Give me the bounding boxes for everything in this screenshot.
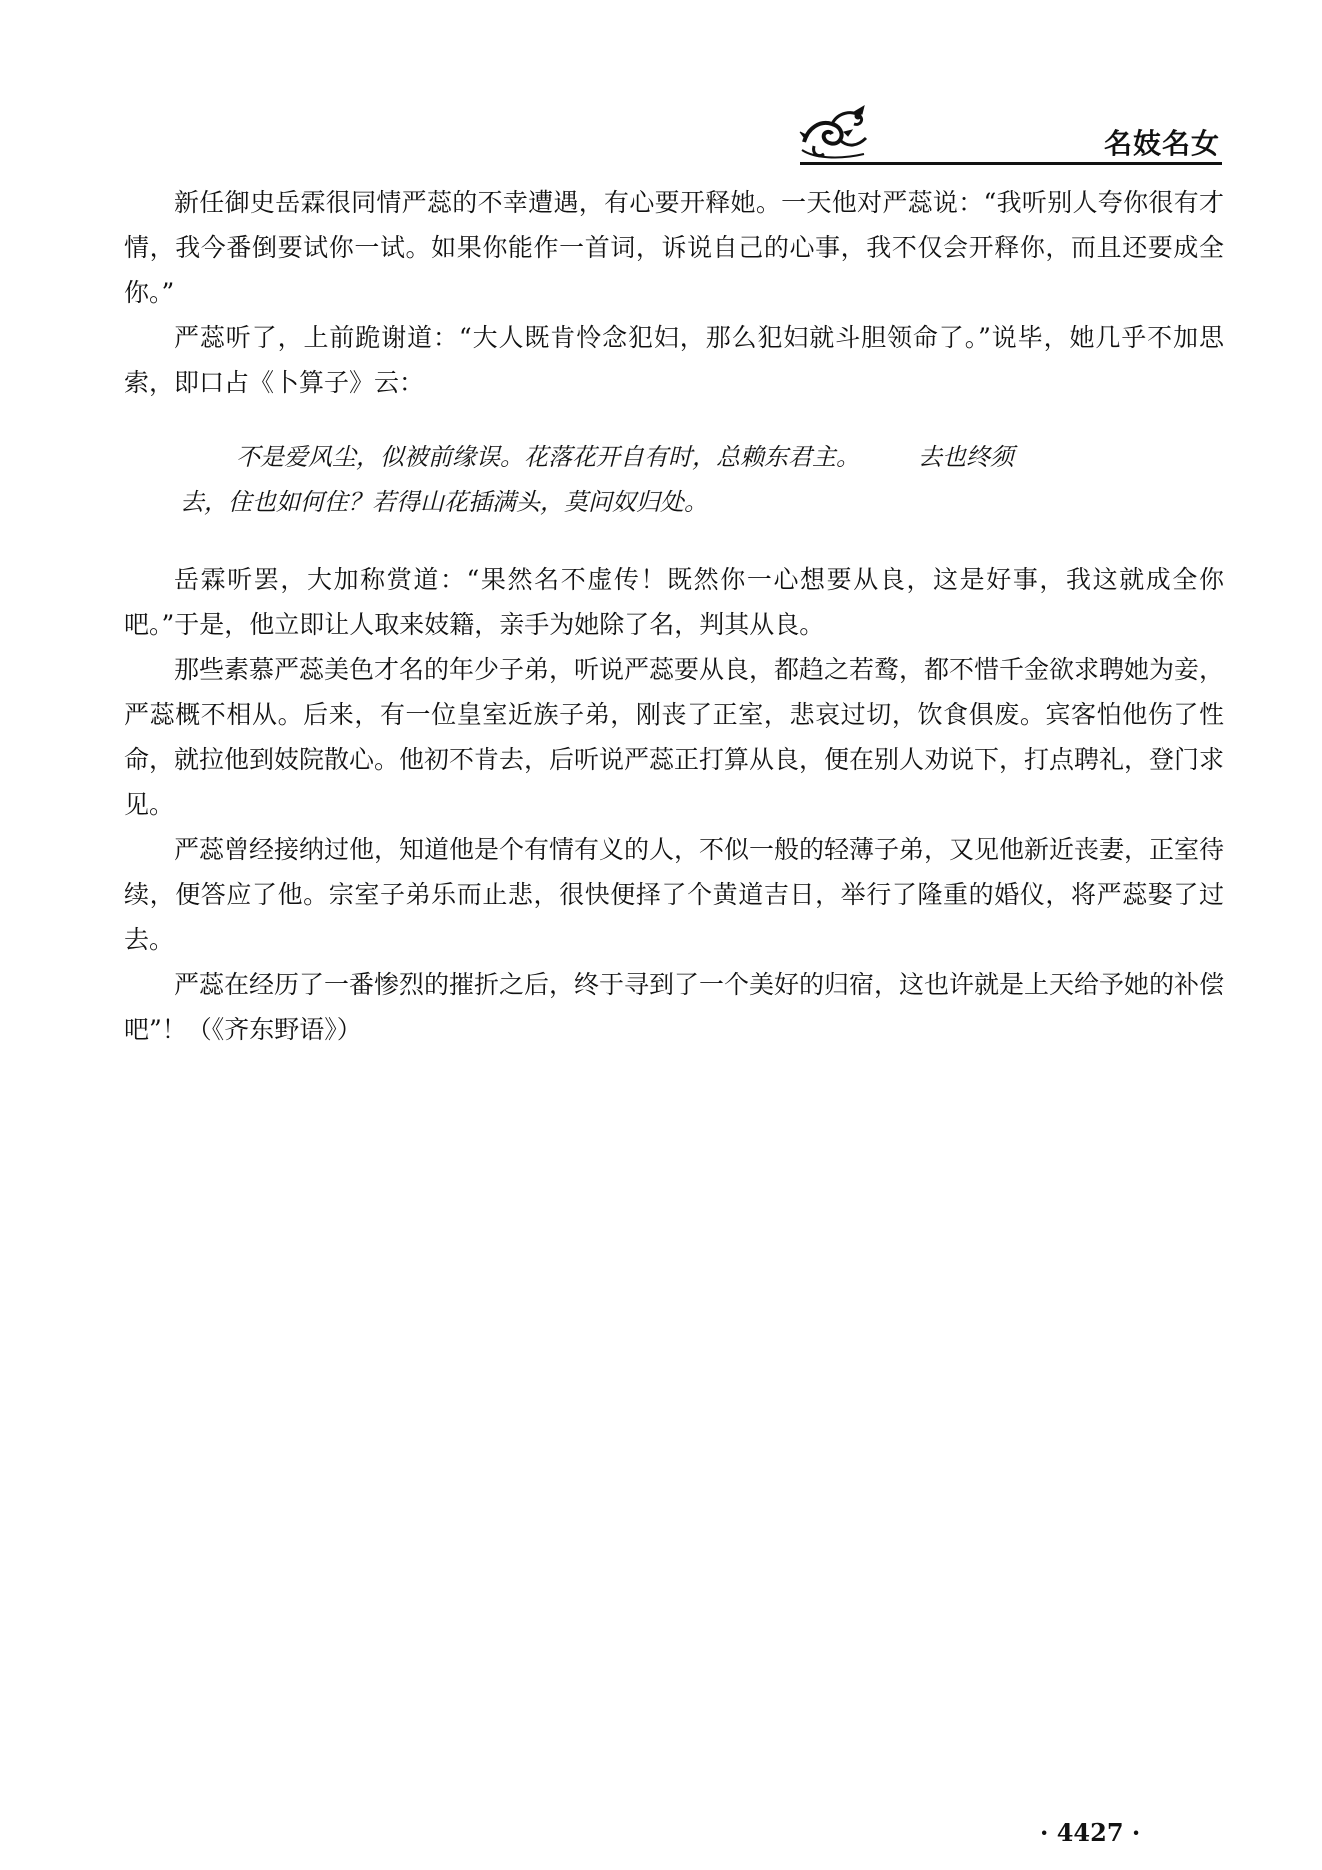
dragon-emblem-icon <box>794 102 878 164</box>
poem-line-2: 去，住也如何住？若得山花插满头，莫问奴归处。 <box>180 488 708 516</box>
paragraph-3: 岳霖听罢，大加称赏道：“果然名不虚传！既然你一心想要从良，这是好事，我这就成全你吧。”于是，他立即让人取来妓籍，亲手为她除了名，判其从良。 <box>124 565 1224 639</box>
paragraph-6: 严蕊在经历了一番惨烈的摧折之后，终于寻到了一个美好的归宿，这也许就是上天给予她的补偿吧”！（《齐东野语》） <box>124 970 1225 1044</box>
page-number-value: 4427 <box>1056 1818 1124 1847</box>
paragraph-4: 那些素慕严蕊美色才名的年少子弟，听说严蕊要从良，都趋之若鹜，都不惜千金欲求聘她为妾，严蕊概不相从。后来，有一位皇室近族子弟，刚丧了正室，悲哀过切，饮食俱废。宾客怕他伤了性命，就拉他到妓院散心。他初不肯去，后听说严蕊正打算从良，便在别人劝说下，打点聘礼，登门求见。 <box>124 655 1225 819</box>
paragraph-1: 新任御史岳霖很同情严蕊的不幸遭遇，有心要开释她。一天他对严蕊说：“我听别人夸你很有才情，我今番倒要试你一试。如果你能作一首词，诉说自己的心事，我不仅会开释你，而且还要成全你。” <box>124 188 1224 307</box>
poem-line-1 <box>124 435 1224 480</box>
page-number: · 4427 · <box>1040 1818 1141 1847</box>
header-rule <box>800 162 1222 165</box>
paragraph-5: 严蕊曾经接纳过他，知道他是个有情有义的人，不似一般的轻薄子弟，又见他新近丧妻，正室待续，便答应了他。宗室子弟乐而止悲，很快便择了个黄道吉日，举行了隆重的婚仪，将严蕊娶了过去。 <box>124 835 1225 954</box>
running-header <box>790 100 1222 166</box>
poem-block <box>124 435 1224 525</box>
paragraph-2: 严蕊听了，上前跪谢道：“大人既肯怜念犯妇，那么犯妇就斗胆领命了。”说毕，她几乎不加思索，即口占《卜算子》云： <box>124 323 1224 397</box>
poem-line-1-second-half: 去也终须 <box>918 443 1014 471</box>
section-title: 名妓名女 <box>1103 127 1220 160</box>
article-body <box>124 180 1224 1052</box>
poem-line-1-first-half: 不是爱风尘，似被前缘误。花落花开自有时，总赖东君主。 <box>236 443 860 471</box>
